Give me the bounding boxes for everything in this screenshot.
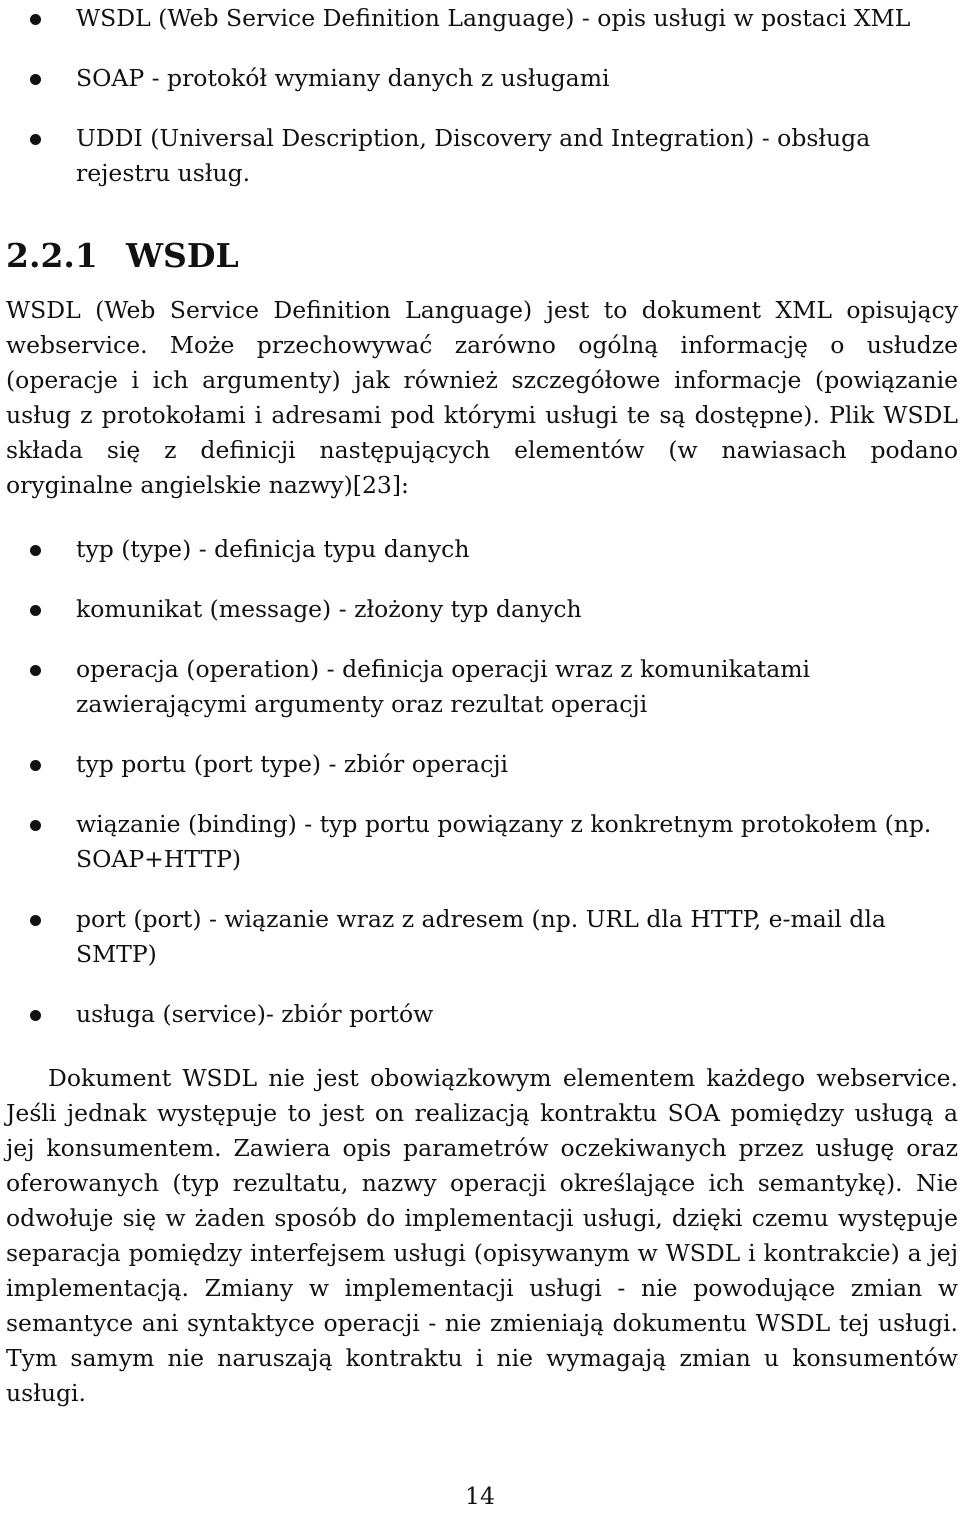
page-number: 14 — [465, 1482, 495, 1510]
list-item — [0, 997, 960, 1032]
list-item-text: typ portu (port type) - zbiór operacji — [76, 750, 509, 778]
list-item-text: UDDI (Universal Description, Discovery and Integration) - obsługa rejestru usług. — [76, 124, 871, 187]
list-item — [0, 61, 960, 96]
protocol-list — [0, 0, 960, 191]
list-item-text: operacja (operation) - definicja operacji wraz z komunikatami zawierającymi argumenty oraz rezultat operacji — [76, 655, 811, 718]
list-item — [0, 1, 960, 36]
list-item — [0, 652, 960, 722]
list-item — [0, 532, 960, 567]
section-heading — [6, 234, 239, 278]
intro-paragraph: WSDL (Web Service Definition Language) jest to dokument XML opisujący webservice. Może przechowywać zarówno ogólną informację o usłudze (operacje i ich argumenty) jak również szczegółowe informacje (powiązanie usług z protokołami i adresami pod którymi usługi te są dostępne). Plik WSDL składa się z definicji następujących elementów (w nawiasach podano oryginalne angielskie nazwy)[23]: — [6, 296, 958, 499]
bullet-icon — [30, 820, 41, 831]
bullet-icon — [30, 545, 41, 556]
list-item — [0, 747, 960, 782]
bullet-icon — [30, 605, 41, 616]
list-item-text: SOAP - protokół wymiany danych z usługami — [76, 64, 610, 92]
list-item — [0, 121, 960, 191]
section-number: 2.2.1 — [6, 236, 98, 275]
list-item — [0, 807, 960, 877]
bullet-icon — [30, 14, 41, 25]
list-item-text: wiązanie (binding) - typ portu powiązany z konkretnym protokołem (np. SOAP+HTTP) — [76, 810, 932, 873]
list-item-text: komunikat (message) - złożony typ danych — [76, 595, 582, 623]
list-item-text: typ (type) - definicja typu danych — [76, 535, 470, 563]
list-item-text: port (port) - wiązanie wraz z adresem (np. URL dla HTTP, e-mail dla SMTP) — [76, 905, 886, 968]
bullet-icon — [30, 1010, 41, 1021]
bullet-icon — [30, 74, 41, 85]
list-item — [0, 592, 960, 627]
list-item — [0, 902, 960, 972]
list-item-text: WSDL (Web Service Definition Language) - opis usługi w postaci XML — [76, 4, 911, 32]
bullet-icon — [30, 915, 41, 926]
wsdl-elements-list — [0, 532, 960, 1032]
list-item-text: usługa (service)- zbiór portów — [76, 1000, 434, 1028]
contract-paragraph: Dokument WSDL nie jest obowiązkowym elementem każdego webservice. Jeśli jednak występuje to jest on realizacją kontraktu SOA pomiędzy usługą a jej konsumentem. Zawiera opis parametrów oczekiwanych przez usługę oraz oferowanych (typ rezultatu, nazwy operacji określające ich semantykę). Nie odwołuje się w żaden sposób do implementacji usługi, dzięki czemu występuje separacja pomiędzy interfejsem usługi (opisywanym w WSDL i kontrakcie) a jej implementacją. Zmiany w implementacji usługi - nie powodujące zmian w semantyce ani syntaktyce operacji - nie zmieniają dokumentu WSDL tej usługi. Tym samym nie naruszają kontraktu i nie wymagają zmian u konsumentów usługi. — [6, 1064, 958, 1407]
bullet-icon — [30, 665, 41, 676]
bullet-icon — [30, 760, 41, 771]
section-title: WSDL — [126, 236, 239, 275]
bullet-icon — [30, 134, 41, 145]
